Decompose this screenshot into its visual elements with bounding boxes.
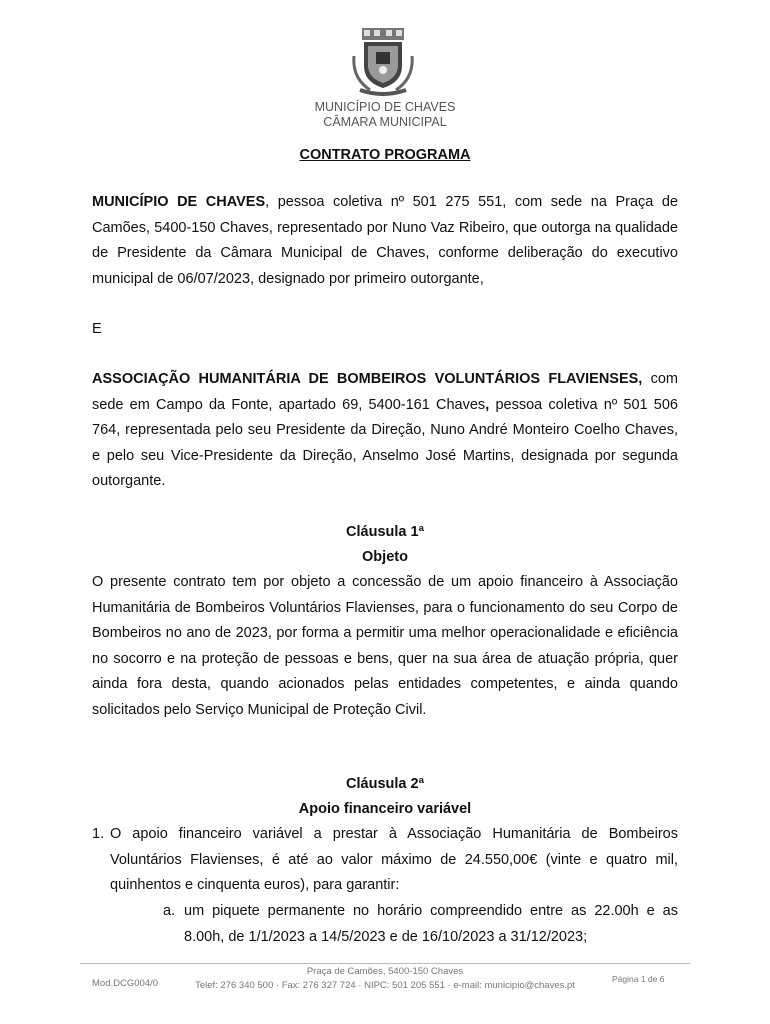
party1-text: , pessoa coletiva nº 501 275 551, com sede na Praça de Camões, 5400-150 Chaves, representado por Nuno Vaz Ribeiro, que outorga na qualidade de Presidente da Câmara Municipal de Chaves, conforme deliberação do executivo municipal de 06/07/2023, designado por primeiro outorgante, <box>92 194 678 287</box>
clause2-subheading: Apoio financeiro variável <box>298 801 472 817</box>
party1-paragraph <box>92 190 678 292</box>
party2-comma: , <box>485 396 490 413</box>
clause1-heading: Cláusula 1ª <box>346 524 424 540</box>
conjunction: E <box>92 321 102 337</box>
footer-address: Praça de Camões, 5400-150 Chaves <box>306 966 464 977</box>
municipal-crest-logo <box>352 28 414 96</box>
document-title: CONTRATO PROGRAMA <box>299 147 471 163</box>
clause2-item1-text: O apoio financeiro variável a prestar à Associação Humanitária de Bombeiros Voluntários Flavienses, é até ao valor máximo de 24.550,00€ (vinte e quatro mil, quinhentos e cinquenta euros), para garantir: <box>110 826 678 893</box>
party2-paragraph <box>92 367 678 495</box>
clause1-subheading: Objeto <box>362 549 408 565</box>
party2-text-a: com sede em Campo da Fonte, apartado 69, 5400-161 Chaves <box>92 371 678 413</box>
party2-text-b: pessoa coletiva nº 501 506 764, representada pelo seu Presidente da Direção, Nuno André Monteiro Coelho Chaves, e pelo seu Vice-Presidente da Direção, Anselmo José Martins, designada por segunda outorgante. <box>92 396 678 489</box>
footer-page-number: Página 1 de 6 <box>612 974 665 984</box>
clause2-item1-marker: 1. <box>92 826 105 842</box>
footer-model: Mod.DCG004/0 <box>92 978 159 989</box>
clause2-heading: Cláusula 2ª <box>346 776 424 792</box>
clause1-text: O presente contrato tem por objeto a concessão de um apoio financeiro à Associação Humanitária de Bombeiros Voluntários Flavienses, para o funcionamento do seu Corpo de Bombeiros no ano de 2023, por forma a permitir uma melhor operacionalidade e eficiência no socorro e na proteção de pessoas e bens, quer na sua área de atuação própria, quer ainda fora desta, quando acionados pelas entidades competentes, e ainda quando solicitados pelo Serviço Municipal de Proteção Civil. <box>92 574 678 718</box>
party2-name: ASSOCIAÇÃO HUMANITÁRIA DE BOMBEIROS VOLUNTÁRIOS FLAVIENSES, <box>92 371 643 387</box>
footer-contacts: Telef: 276 340 500 · Fax: 276 327 724 · NIPC: 501 205 551 · e-mail: municipio@chaves.pt <box>195 980 575 991</box>
header-chamber: CÂMARA MUNICIPAL <box>323 115 447 129</box>
clause2-sub-a-marker: a. <box>163 903 176 919</box>
footer-divider <box>80 963 690 964</box>
header-municipality: MUNICÍPIO DE CHAVES <box>314 100 456 114</box>
party1-name: MUNICÍPIO DE CHAVES <box>92 194 266 210</box>
clause2-sub-a-text: um piquete permanente no horário compreendido entre as 22.00h e as 8.00h, de 1/1/2023 a 14/5/2023 e de 16/10/2023 a 31/12/2023; <box>184 903 678 945</box>
